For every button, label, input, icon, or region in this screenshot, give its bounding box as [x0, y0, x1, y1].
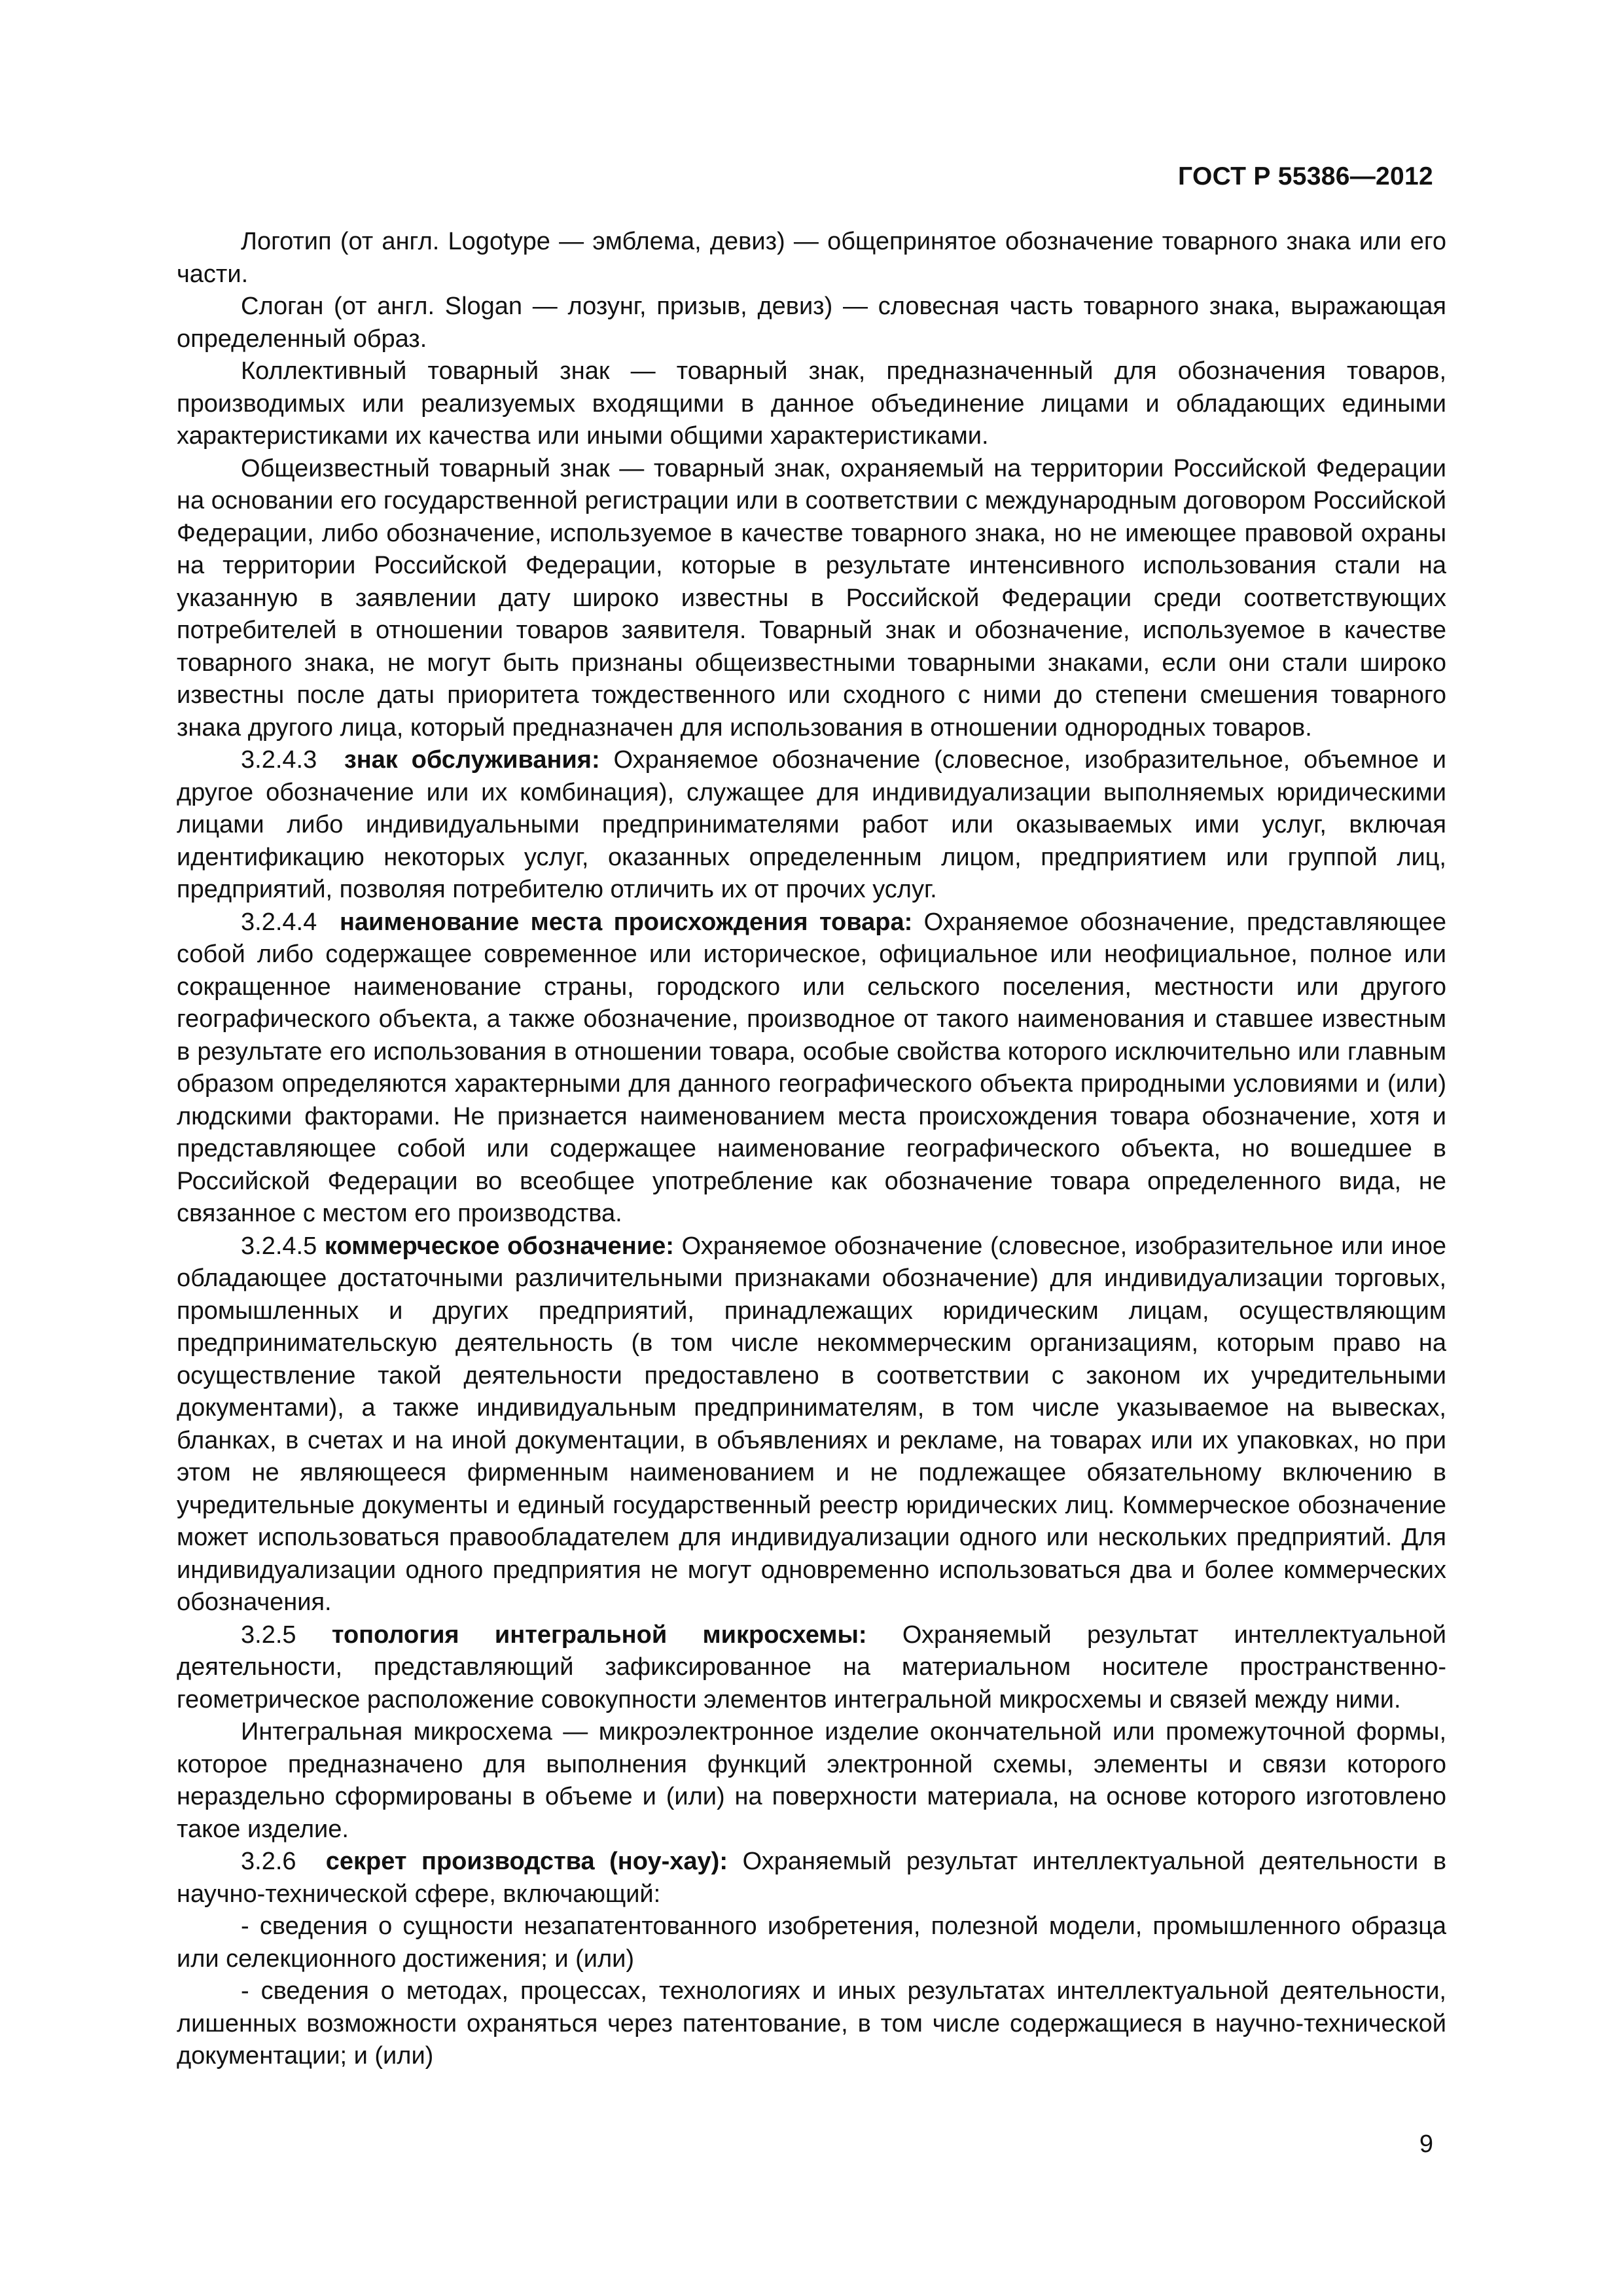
- paragraph-text: Интегральная микросхема — микроэлектронное изделие окончательной или промежуточной формы, которое предназначено для выполнения функций электронной схемы, элементы и связи которого нераздельно сформированы в объеме и (или) на поверхности материала, на основе которого изготовлено такое изделие.: [177, 1718, 1446, 1843]
- clause-term: наименование места происхождения товара:: [339, 908, 913, 936]
- clause-definition: Охраняемый результат интеллектуальной деятельности в научно-технической сфере, включающий:: [177, 1848, 1447, 1908]
- clause-3-2-5: [177, 1619, 1446, 1717]
- clause-3-2-4-4: [177, 906, 1446, 1230]
- clause-number: 3.2.6: [241, 1848, 296, 1875]
- paragraph-integrated-circuit: [177, 1716, 1446, 1846]
- paragraph-text: Общеизвестный товарный знак — товарный знак, охраняемый на территории Российской Федерации на основании его государственной регистрации или в соответствии с международным договором Российской Федерации, либо обозначение, используемое в качестве товарного знака, но не имеющее правовой охраны на территории Российской Федерации, которые в результате интенсивного использования стали на указанную в заявлении дату широко известны в Российской Федерации среди соответствующих потребителей в отношении товаров заявителя. Товарный знак и обозначение, используемое в качестве товарного знака, не могут быть признаны общеизвестными товарными знаками, если они стали широко известны после даты приоритета тождественного или сходного с ними до степени смешения товарного знака другого лица, который предназначен для использования в отношении однородных товаров.: [177, 454, 1446, 742]
- clause-definition: Охраняемое обозначение (словесное, изобразительное или иное обладающее достаточными различительными признаками обозначение) для индивидуализации торговых, промышленных и других предприятий, принадлежащих юридическим лицам, осуществляющим предпринимательскую деятельность (в том числе некоммерческим организациям, которым право на осуществление такой деятельности предоставлено в соответствии с законом их учредительными документами), а также индивидуальным предпринимателям, в том числе указываемое на вывесках, бланках, в счетах и на иной документации, в объявлениях и рекламе, на товарах или их упаковках, но при этом не являющееся фирменным наименованием и не подлежащее обязательному включению в учредительные документы и единый государственный реестр юридических лиц. Коммерческое обозначение может использоваться правообладателем для индивидуализации одного или нескольких предприятий. Для индивидуализации одного предприятия не могут одновременно использоваться два и более коммерческих обозначения.: [177, 1232, 1446, 1616]
- clause-number: 3.2.5: [241, 1621, 296, 1649]
- standard-code-header: ГОСТ Р 55386—2012: [1178, 162, 1433, 190]
- clause-term: секрет производства (ноу-хау):: [325, 1848, 728, 1875]
- list-item-methods-info: [177, 1975, 1446, 2073]
- paragraph-text: Слоган (от англ. Slogan — лозунг, призыв, девиз) — словесная часть товарного знака, выражающая определенный образ.: [177, 293, 1446, 353]
- paragraph-text: Коллективный товарный знак — товарный знак, предназначенный для обозначения товаров, производимых или реализуемых входящими в данное объединение лицами и обладающих едиными характеристиками их качества или иными общими характеристиками.: [177, 357, 1446, 450]
- page-number: 9: [1419, 2130, 1433, 2158]
- paragraph-collective-trademark: [177, 355, 1446, 453]
- clause-number: 3.2.4.5: [241, 1232, 317, 1260]
- paragraph-logotype: [177, 226, 1446, 291]
- clause-term: топология интегральной микросхемы:: [331, 1621, 867, 1649]
- clause-term: знак обслуживания:: [344, 746, 600, 774]
- paragraph-text: Логотип (от англ. Logotype — эмблема, девиз) — общепринятое обозначение товарного знака или его части.: [177, 228, 1446, 288]
- paragraph-well-known-trademark: [177, 453, 1446, 745]
- clause-number: 3.2.4.4: [241, 908, 317, 936]
- list-item-invention-info: [177, 1910, 1446, 1975]
- list-item-text: - сведения о сущности незапатентованного изобретения, полезной модели, промышленного образца или селекционного достижения; и (или): [177, 1912, 1446, 1973]
- clause-term: коммерческое обозначение:: [324, 1232, 674, 1260]
- clause-3-2-6: [177, 1846, 1446, 1910]
- clause-definition: Охраняемый результат интеллектуальной деятельности, представляющий зафиксированное на материальном носителе пространственно-геометрическое расположение совокупности элементов интегральной микросхемы и связей между ними.: [177, 1621, 1447, 1713]
- clause-3-2-4-5: [177, 1230, 1446, 1619]
- document-body: [177, 226, 1446, 2073]
- list-item-text: - сведения о методах, процессах, технологиях и иных результатах интеллектуальной деятельности, лишенных возможности охраняться через патентование, в том числе содержащиеся в научно-технической документации; и (или): [177, 1977, 1446, 2070]
- clause-number: 3.2.4.3: [241, 746, 317, 774]
- clause-definition: Охраняемое обозначение, представляющее собой либо содержащее современное или историческое, официальное или неофициальное, полное или сокращенное наименование страны, городского или сельского поселения, местности или другого географического объекта, а также обозначение, производное от такого наименования и ставшее известным в результате его использования в отношении товара, особые свойства которого исключительно или главным образом определяются характерными для данного географического объекта природными условиями и (или) людскими факторами. Не признается наименованием места происхождения товара обозначение, хотя и представляющее собой или содержащее наименование географического объекта, но вошедшее в Российской Федерации во всеобщее употребление как обозначение товара определенного вида, не связанное с местом его производства.: [177, 908, 1446, 1227]
- paragraph-slogan: [177, 291, 1446, 355]
- clause-definition: Охраняемое обозначение (словесное, изобразительное, объемное и другое обозначение или их комбинация), служащее для индивидуализации выполняемых юридическими лицами либо индивидуальными предпринимателями работ или оказываемых ими услуг, включая идентификацию некоторых услуг, оказанных определенным лицом, предприятием или группой лиц, предприятий, позволяя потребителю отличить их от прочих услуг.: [177, 746, 1446, 903]
- clause-3-2-4-3: [177, 744, 1446, 906]
